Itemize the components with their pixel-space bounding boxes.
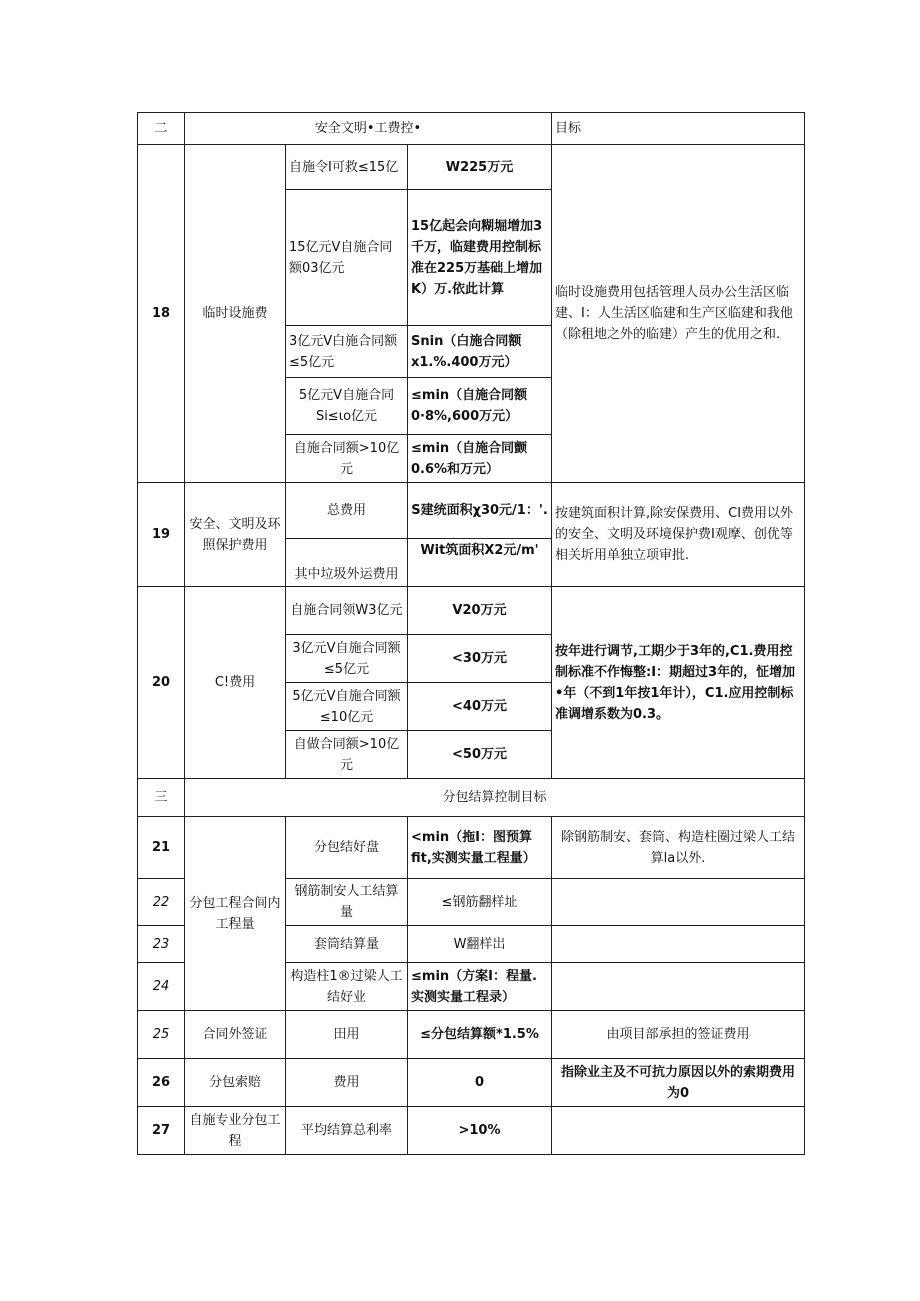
row-number: 27 — [138, 1107, 185, 1155]
item-name: 分包索赔 — [185, 1059, 286, 1107]
note-cell: 按年进行调节,工期少于3年的,C1.费用控制标准不作悔整:I：期超过3年的，怔增加•年（不到1年按1年计），C1.应用控制标准调增系数为0.3。 — [552, 587, 805, 779]
limit-cell: ≤min（方案I：程量.实测实量工程录） — [408, 963, 552, 1011]
item-name: 安全、文明及环照保护费用 — [185, 483, 286, 587]
limit-cell: W225万元 — [408, 145, 552, 190]
condition-cell: 3亿元V自施合同额≤5亿元 — [286, 635, 408, 683]
condition-cell: 5亿元V自施合同Si≤ιo亿元 — [286, 378, 408, 435]
limit-cell: V20万元 — [408, 587, 552, 635]
table-row — [138, 145, 805, 190]
limit-cell: ≤min（自施合同额0·8%,600万元） — [408, 378, 552, 435]
item-name: 自施专业分包工程 — [185, 1107, 286, 1155]
limit-cell: W翻样岀 — [408, 926, 552, 963]
condition-cell: 3亿元V白施合同额≤5亿元 — [286, 326, 408, 378]
condition-cell: 总费用 — [286, 483, 408, 539]
limit-cell: S建统面积χ30元/1：'. — [408, 483, 552, 539]
item-name: 合同外签证 — [185, 1011, 286, 1059]
limit-cell: Wit筑面积X2元/m' — [408, 539, 552, 587]
table-row — [138, 1059, 805, 1107]
row-number: 18 — [138, 145, 185, 483]
row-number: 21 — [138, 817, 185, 879]
note-cell: 除钢筋制安、套筒、构造柱圈过梁人工结算la以外. — [552, 817, 805, 879]
condition-cell: 5亿元V自施合同额≤10亿元 — [286, 683, 408, 731]
row-number: 20 — [138, 587, 185, 779]
condition-cell: 自施合同领W3亿元 — [286, 587, 408, 635]
limit-cell: <30万元 — [408, 635, 552, 683]
limit-cell: >10% — [408, 1107, 552, 1155]
table-row — [138, 1011, 805, 1059]
item-name: 临时设施费 — [185, 145, 286, 483]
row-number: 26 — [138, 1059, 185, 1107]
limit-cell: ≤min（自施合同颤0.6%和万元） — [408, 435, 552, 483]
section-number: 二 — [138, 113, 185, 145]
section-header-row — [138, 779, 805, 817]
note-cell — [552, 879, 805, 926]
limit-cell: Snin（白施合同额x1.%.400万元） — [408, 326, 552, 378]
item-cell: 构造柱1®过梁人工结好业 — [286, 963, 408, 1011]
limit-cell: <50万元 — [408, 731, 552, 779]
section-title: 安全文明•工费控• — [185, 113, 552, 145]
item-cell: 钢筋制安人工结算量 — [286, 879, 408, 926]
condition-cell: 15亿元V自施合同额03亿元 — [286, 190, 408, 326]
section-note: 目标 — [552, 113, 805, 145]
table-row — [138, 587, 805, 635]
condition-cell: 自施令I可救≤15亿 — [286, 145, 408, 190]
row-number: 19 — [138, 483, 185, 587]
item-name: 分包工程合间内工程量 — [185, 817, 286, 1011]
limit-cell: <40万元 — [408, 683, 552, 731]
condition-cell: 自施合同额>10亿元 — [286, 435, 408, 483]
item-cell: 费用 — [286, 1059, 408, 1107]
note-cell — [552, 1107, 805, 1155]
item-cell: 套筒结算量 — [286, 926, 408, 963]
item-cell: 分包结好盘 — [286, 817, 408, 879]
section-header-row — [138, 113, 805, 145]
table-row — [138, 483, 805, 539]
row-number: 24 — [138, 963, 185, 1011]
row-number: 25 — [138, 1011, 185, 1059]
cost-control-table — [137, 112, 805, 1155]
table-row — [138, 817, 805, 879]
note-cell: 由项目部承担的签证费用 — [552, 1011, 805, 1059]
limit-cell: <min（拖I：图预算fit,实测实量工程量） — [408, 817, 552, 879]
limit-cell: 0 — [408, 1059, 552, 1107]
limit-cell: ≤钢筋翻样址 — [408, 879, 552, 926]
note-cell — [552, 926, 805, 963]
item-cell: 田用 — [286, 1011, 408, 1059]
item-cell: 平均结算总利率 — [286, 1107, 408, 1155]
note-cell: 指除业主及不可抗力原因以外的索期费用为0 — [552, 1059, 805, 1107]
note-cell: 临时设施费用包括管理人员办公生活区临建、I：人生活区临建和生产区临建和我他（除租地之外的临建）产生的优用之和. — [552, 145, 805, 483]
row-number: 23 — [138, 926, 185, 963]
table-row — [138, 1107, 805, 1155]
note-cell: 按建筑面积计算,除安保费用、CI费用以外的安全、文明及环境保护费I观摩、创优等相关圻用单独立项审批. — [552, 483, 805, 587]
note-cell — [552, 963, 805, 1011]
limit-cell: ≤分包结算额*1.5% — [408, 1011, 552, 1059]
section-number: 三 — [138, 779, 185, 817]
row-number: 22 — [138, 879, 185, 926]
item-name: C!费用 — [185, 587, 286, 779]
condition-cell: 自做合同额>10亿元 — [286, 731, 408, 779]
section-title: 分包结算控制目标 — [185, 779, 805, 817]
limit-cell: 15亿起会向糊堀增加3千万，临建费用控制标准在225万基础上增加K）万.依此计算 — [408, 190, 552, 326]
condition-cell: 其中垃圾外运费用 — [286, 539, 408, 587]
